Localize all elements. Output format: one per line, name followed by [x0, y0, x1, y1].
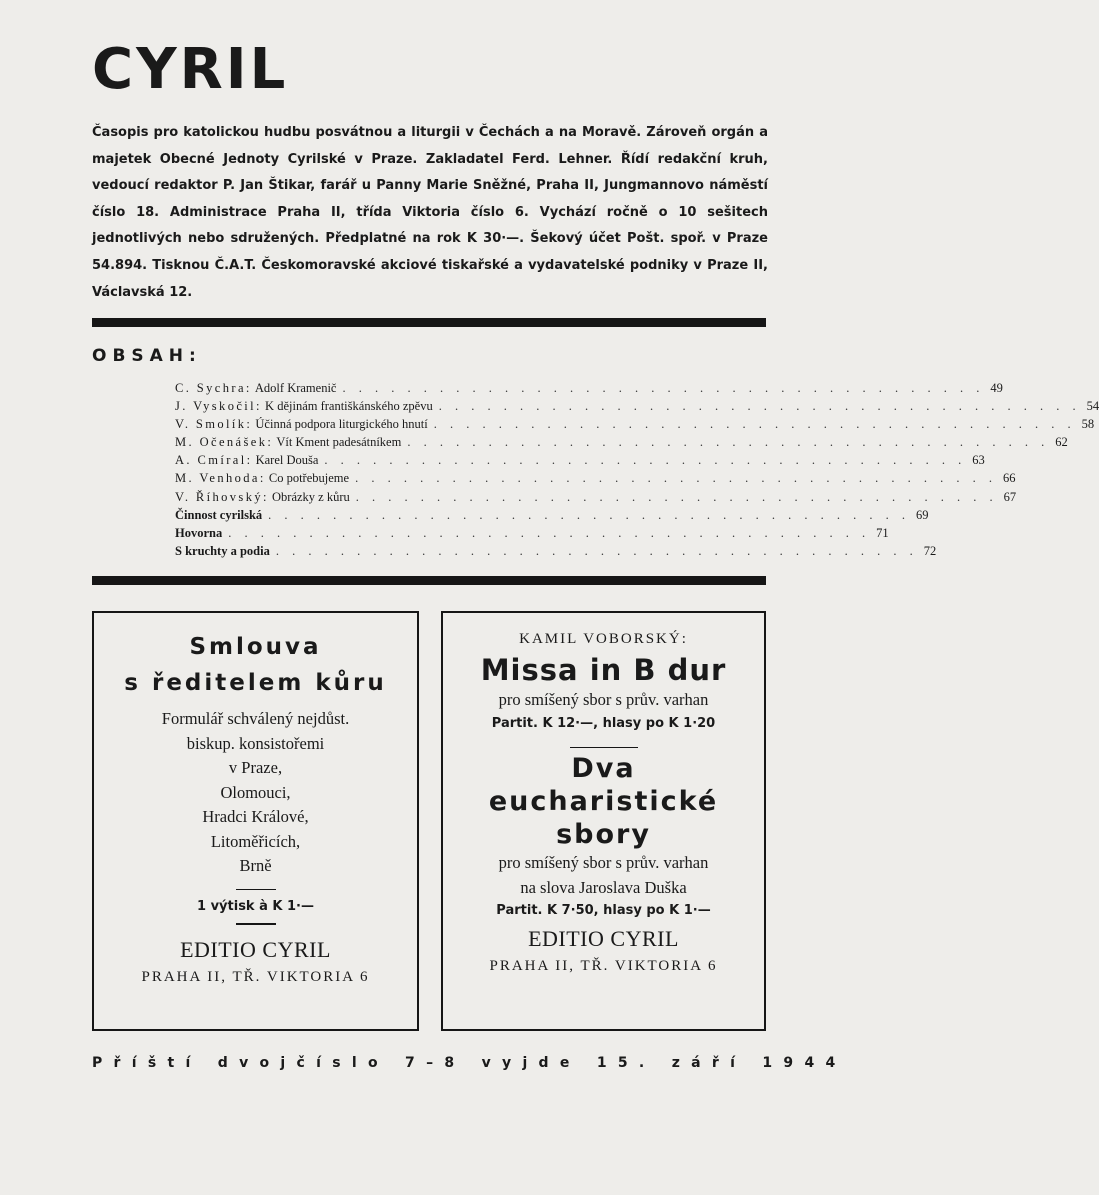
toc-author: J. Vyskočil:: [175, 399, 262, 414]
ad-right-work2-title-1: Dva: [571, 753, 636, 784]
toc-row: [175, 415, 1095, 433]
ad-left-publisher: EDITIO CYRIL: [180, 936, 331, 962]
toc-row: [175, 506, 929, 524]
toc-leader: . . . . . . . . . . . . . . . . . . . . . . . . . . . . . . . . . . . . . . . .: [268, 507, 911, 522]
ad-right-work2-desc-2: na slova Jaroslava Duška: [520, 877, 687, 897]
toc-author: M. Očenášek:: [175, 435, 274, 450]
ad-left-line: Brně: [239, 856, 272, 875]
ad-right-publisher: EDITIO CYRIL: [528, 926, 679, 951]
ad-right-composer: KAMIL VOBORSKÝ:: [519, 631, 688, 647]
masthead-text: Časopis pro katolickou hudbu posvátnou a liturgii v Čechách a na Moravě. Zároveň orgán a majetek Obecné Jednoty Cyrilské v Praze. Zakladatel Ferd. Lehner. Řídí redakční kruh, vedoucí redaktor P. Jan Štikar, farář u Panny Marie Sněžné, Praha II, Jungmannovo náměstí číslo 18. Administrace Praha II, třída Viktoria číslo 6. Vychází ročně o 10 sešitech jednotlivých nebo sdružených. Předplatné na rok K 30·—. Šekový účet Pošt. spoř. v Praze 54.894. Tisknou Č.A.T. Českomoravské akciové tiskařské a vydavatelské podniky v Praze II, Václavská 12.: [92, 125, 768, 300]
contents-heading: OBSAH:: [92, 346, 202, 366]
toc-author: A. Cmíral:: [175, 453, 253, 468]
ad-right-work2-title-3: sbory: [556, 819, 651, 850]
toc-leader: . . . . . . . . . . . . . . . . . . . . . . . . . . . . . . . . . . . . . . . .: [342, 381, 985, 395]
journal-title: CYRIL: [92, 37, 289, 102]
toc-title: Co potřebujeme: [268, 471, 350, 486]
toc-author: C. Sychra:: [175, 381, 252, 395]
ad-right-work1-title: Missa in B dur: [480, 653, 727, 687]
ad-right-work1-price: Partit. K 12·—, hlasy po K 1·20: [491, 715, 716, 731]
toc-title: Vít Kment padesátníkem: [276, 435, 402, 450]
toc-leader: . . . . . . . . . . . . . . . . . . . . . . . . . . . . . . . . . . . . . . . .: [228, 525, 871, 540]
ad-left-line: v Praze,: [228, 758, 283, 777]
toc-author: M. Venhoda:: [175, 471, 266, 486]
toc-row: [175, 488, 1017, 506]
toc-row: [175, 451, 985, 469]
toc-row: [175, 379, 1003, 397]
toc-page: 63: [972, 453, 985, 468]
ad-left-price: 1 výtisk à K 1·—: [197, 899, 314, 914]
toc-title: Hovorna: [175, 525, 223, 540]
ad-right-work2-title-2: eucharistické: [488, 786, 719, 817]
next-issue-notice: Příští dvojčíslo 7–8 vyjde 15. září 1944: [92, 1055, 847, 1071]
toc-title: Adolf Kramenič: [254, 381, 337, 395]
toc-title: Účinná podpora liturgického hnutí: [255, 417, 428, 432]
ad-right-work1-desc: pro smíšený sbor s prův. varhan: [498, 690, 709, 709]
divider-bar-top: [92, 318, 766, 327]
ad-left-heading-2: s ředitelem kůru: [124, 670, 387, 696]
ad-left-heading-1: Smlouva: [189, 634, 322, 660]
ad-left-line: Formulář schválený nejdůst.: [161, 709, 350, 728]
ad-mass-scores: [441, 611, 766, 1031]
toc-title: Obrázky z kůru: [272, 489, 350, 504]
ad-left-address: PRAHA II, TŘ. VIKTORIA 6: [141, 968, 370, 985]
divider-bar-bottom: [92, 576, 766, 585]
toc-leader: . . . . . . . . . . . . . . . . . . . . . . . . . . . . . . . . . . . . . . . .: [324, 453, 967, 468]
ad-left-line: Hradci Králové,: [202, 807, 309, 826]
toc-page: 67: [1003, 489, 1017, 504]
toc-author: V. Říhovský:: [175, 489, 269, 504]
toc-title: S kruchty a podia: [175, 543, 270, 558]
toc-title: K dějinám františkánského zpěvu: [265, 399, 433, 414]
toc-page: 49: [990, 381, 1003, 395]
ad-contract-form: [92, 611, 419, 1031]
toc-row: [175, 469, 1016, 487]
toc-author: V. Smolík:: [175, 417, 253, 432]
ad-left-line: biskup. konsistořemi: [186, 733, 325, 753]
toc-leader: . . . . . . . . . . . . . . . . . . . . . . . . . . . . . . . . . . . . . . . .: [355, 471, 997, 486]
toc-row: [175, 524, 889, 542]
toc-page: 62: [1055, 435, 1068, 450]
ad-right-address: PRAHA II, TŘ. VIKTORIA 6: [489, 958, 718, 974]
toc-leader: . . . . . . . . . . . . . . . . . . . . . . . . . . . . . . . . . . . . . . . .: [438, 399, 1081, 414]
ad-right-work2-desc-1: pro smíšený sbor s prův. varhan: [498, 853, 709, 872]
toc-row: [175, 542, 937, 560]
ad-right-work2-price: Partit. K 7·50, hlasy po K 1·—: [496, 903, 711, 918]
toc-leader: . . . . . . . . . . . . . . . . . . . . . . . . . . . . . . . . . . . . . . . .: [407, 435, 1050, 450]
toc-page: 54: [1086, 399, 1099, 414]
toc-leader: . . . . . . . . . . . . . . . . . . . . . . . . . . . . . . . . . . . . . . . .: [275, 543, 918, 558]
toc-row: [175, 397, 1099, 415]
toc-title: Karel Douša: [255, 453, 319, 468]
ad-left-line: Olomouci,: [220, 782, 291, 802]
ad-left-line: Litoměřicích,: [210, 831, 301, 851]
toc-leader: . . . . . . . . . . . . . . . . . . . . . . . . . . . . . . . . . . . . . . . .: [433, 417, 1076, 432]
toc-page: 69: [916, 507, 929, 522]
toc-page: 72: [923, 543, 937, 558]
toc-leader: . . . . . . . . . . . . . . . . . . . . . . . . . . . . . . . . . . . . . . . .: [355, 489, 998, 504]
table-of-contents: [175, 379, 1099, 560]
toc-row: [175, 433, 1068, 451]
toc-page: 71: [876, 525, 889, 540]
toc-page: 58: [1081, 417, 1095, 432]
toc-page: 66: [1002, 471, 1016, 486]
toc-title: Činnost cyrilská: [175, 507, 263, 522]
